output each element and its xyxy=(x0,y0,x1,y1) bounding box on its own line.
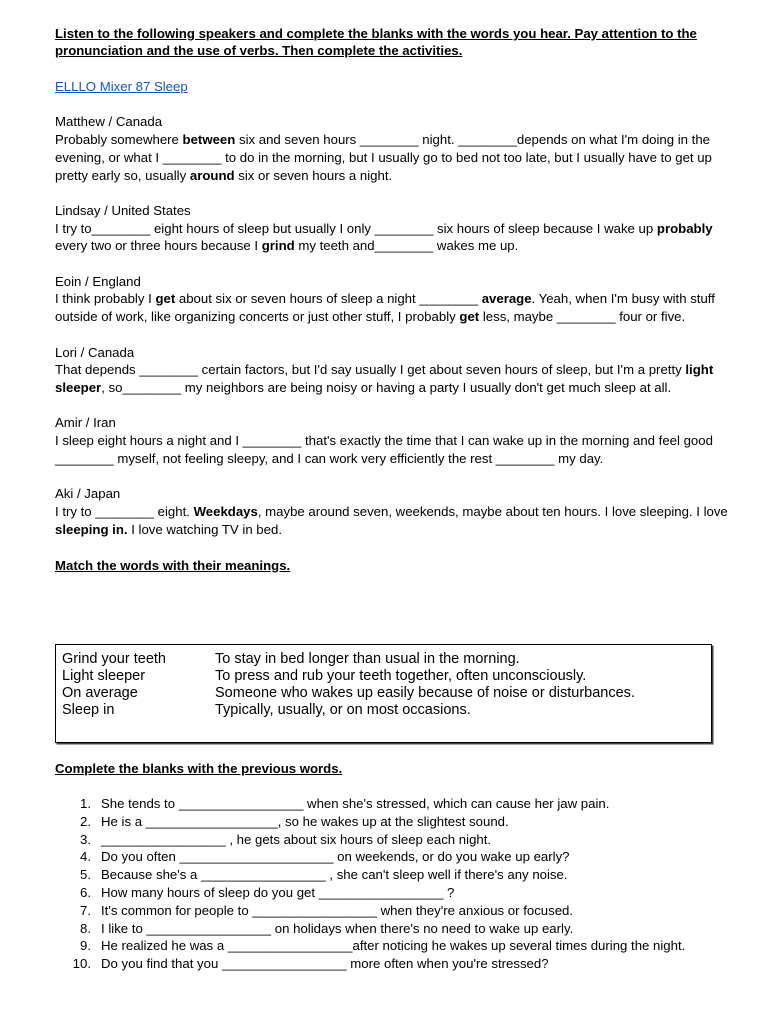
exercise-number: 2. xyxy=(80,813,91,829)
exercise-number: 10. xyxy=(72,956,91,972)
complete-heading: Complete the blanks with the previous words. xyxy=(55,761,343,776)
match-meaning: Someone who wakes up easily because of noise or disturbances. xyxy=(215,685,635,701)
exercise-number: 4. xyxy=(80,849,91,865)
instructions: Listen to the following speakers and complete the blanks with the words you hear. Pay attention to the pronunciation and the use of verbs. Then complete the activities. xyxy=(55,26,697,59)
exercise-text: Do you often _____________________ on weekends, or do you wake up early? xyxy=(101,849,570,865)
speaker-transcript: Probably somewhere between six and seven hours ________ night. ________depends on what I'm doing in the evening, or what I ________ to do in the morning, but I usually go to bed not too late, but I usually have to get up pretty early so, usually around six or seven hours a night. xyxy=(55,131,712,183)
speaker-section xyxy=(55,202,730,255)
speaker-sections xyxy=(55,113,730,539)
exercise-item xyxy=(55,848,745,866)
speaker-transcript: I sleep eight hours a night and I ________ that's exactly the time that I can wake up in the morning and feel good ________ myself, not feeling sleepy, and I can work very efficiently the rest ________ my day. xyxy=(55,433,713,467)
speaker-transcript: That depends ________ certain factors, but I'd say usually I get about seven hours of sleep, but I'm a pretty light sleeper, so________ my neighbors are being noisy or having a party I usually don't get much sleep at all. xyxy=(55,362,714,396)
exercise-item xyxy=(55,955,745,973)
exercise-item xyxy=(55,795,745,813)
worksheet xyxy=(55,25,730,972)
speaker-section xyxy=(55,485,730,538)
exercise-number: 9. xyxy=(80,938,91,954)
exercise-text: He realized he was a _________________after noticing he wakes up several times during the night. xyxy=(101,938,686,954)
exercise-text: I like to _________________ on holidays when there's no need to wake up early. xyxy=(101,920,574,936)
exercise-list xyxy=(55,795,745,973)
match-meaning: Typically, usually, or on most occasions. xyxy=(215,702,471,718)
match-heading: Match the words with their meanings. xyxy=(55,557,291,573)
exercise-number: 5. xyxy=(80,867,91,883)
speaker-transcript: I try to ________ eight. Weekdays, maybe around seven, weekends, maybe about ten hours. I love sleeping. I love sleeping in. I love watching TV in bed. xyxy=(55,504,728,537)
match-table xyxy=(62,651,635,719)
exercise-item xyxy=(55,866,745,884)
exercise-number: 3. xyxy=(80,831,91,847)
match-term: Grind your teeth xyxy=(62,651,166,667)
speaker-name: Eoin / England xyxy=(55,273,141,289)
exercise-item xyxy=(55,902,745,920)
speaker-section xyxy=(55,113,730,184)
speaker-section xyxy=(55,273,730,326)
match-term: On average xyxy=(62,685,138,701)
exercise-text: He is a __________________, so he wakes up at the slightest sound. xyxy=(101,813,509,829)
match-term: Sleep in xyxy=(62,702,115,718)
exercise-number: 7. xyxy=(80,902,91,918)
exercise-text: She tends to _________________ when she's stressed, which can cause her jaw pain. xyxy=(101,796,610,811)
exercise-number: 8. xyxy=(80,920,91,936)
audio-link[interactable]: ELLLO Mixer 87 Sleep xyxy=(55,78,188,94)
speaker-name: Lori / Canada xyxy=(55,344,135,360)
exercise-item xyxy=(55,937,745,955)
speaker-name: Lindsay / United States xyxy=(55,202,191,218)
exercise-item xyxy=(55,884,745,902)
match-meaning: To stay in bed longer than usual in the morning. xyxy=(215,651,520,667)
speaker-transcript: I try to________ eight hours of sleep but usually I only ________ six hours of sleep because I wake up probably every two or three hours because I grind my teeth and________ wakes me up. xyxy=(55,220,713,254)
exercise-item xyxy=(55,920,745,938)
exercise-number: 1. xyxy=(80,796,91,811)
match-box xyxy=(55,644,712,743)
match-term: Light sleeper xyxy=(62,668,146,684)
speaker-name: Aki / Japan xyxy=(55,486,121,502)
exercise-item xyxy=(55,831,745,849)
match-meaning: To press and rub your teeth together, often unconsciously. xyxy=(215,668,587,684)
match-row xyxy=(62,651,635,668)
match-row xyxy=(62,685,635,702)
match-row xyxy=(62,702,635,719)
exercise-text: Do you find that you _________________ more often when you're stressed? xyxy=(101,956,549,972)
speaker-section xyxy=(55,414,730,467)
exercise-item xyxy=(55,813,745,831)
speaker-transcript: I think probably I get about six or seven hours of sleep a night ________ average. Yeah, when I'm busy with stuff outside of work, like organizing concerts or just other stuff, I probably get less, maybe ________ four or five. xyxy=(55,291,715,325)
exercise-text: _________________ , he gets about six hours of sleep each night. xyxy=(101,831,492,847)
speaker-name: Amir / Iran xyxy=(55,415,116,431)
speaker-name: Matthew / Canada xyxy=(55,114,163,130)
exercise-text: Because she's a _________________ , she can't sleep well if there's any noise. xyxy=(101,867,568,883)
exercise-number: 6. xyxy=(80,884,91,900)
speaker-section xyxy=(55,344,730,397)
exercise-text: It's common for people to _________________ when they're anxious or focused. xyxy=(101,902,574,918)
exercise-text: How many hours of sleep do you get _________________ ? xyxy=(101,884,455,900)
match-row xyxy=(62,668,635,685)
